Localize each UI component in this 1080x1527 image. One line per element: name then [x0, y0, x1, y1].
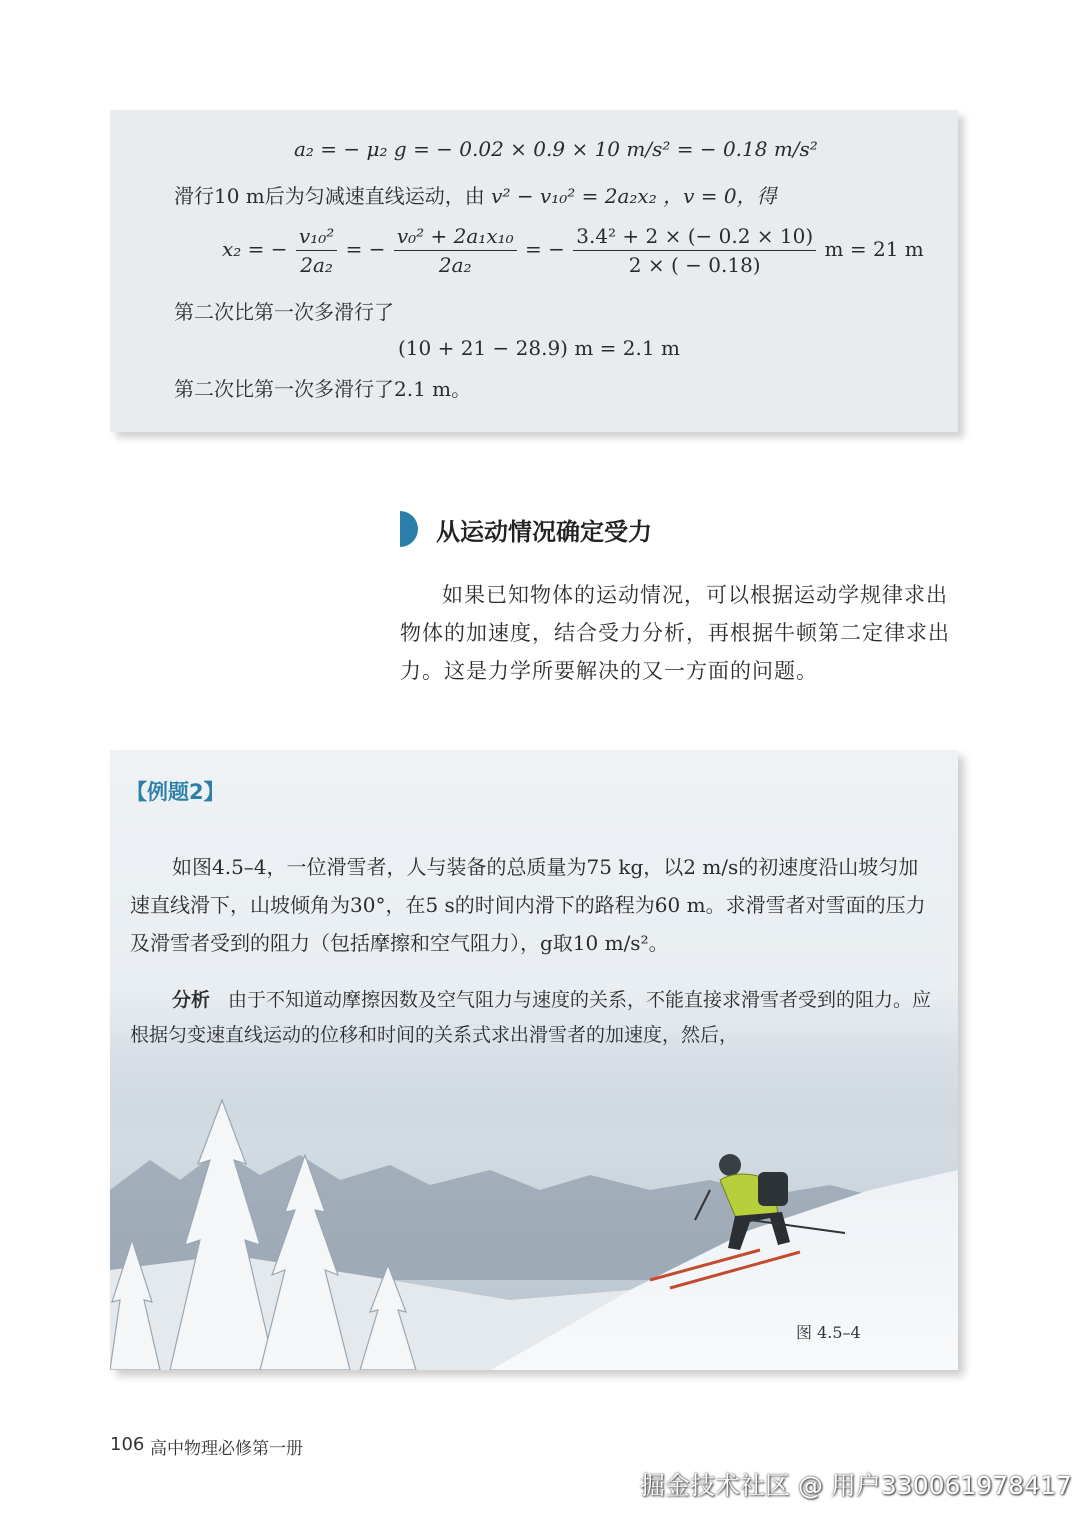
- fraction-3-denominator: 2 × ( − 0.18): [628, 253, 761, 277]
- solution-line-4: 第二次比第一次多滑行了: [174, 300, 394, 324]
- equation-x2: x₂ = − $\frac{\text{v₁₀²}}{\text{2a₂}}$ = − $\frac{\text{v₀² + 2a₁x₁₀}}{\text{2a₂}}$ = − $\frac{\text{3.4² + 2 × (− 0.2 × 10)}}{2 \times ( - 0.18)}$ m = 21 m: [222, 224, 924, 277]
- solution-line-2: [174, 180, 777, 209]
- watermark: 掘金技术社区 @ 用户3300619784​17: [640, 1471, 1072, 1500]
- fraction-2-numerator: v₀² + 2a₁x₁₀: [394, 224, 517, 251]
- equation-a2: a₂ = − μ₂ g = − 0.02 × 0.9 × 10 m/s² = − 0.18 m/s²: [294, 137, 818, 161]
- x2-rhs: m = 21 m: [824, 237, 924, 261]
- fraction-1-numerator: v₁₀²: [296, 224, 337, 251]
- solution-line-6: 第二次比第一次多滑行了2.1 m。: [174, 377, 472, 401]
- solution-line-2-text: 滑行10 m后为匀减速直线运动，由: [174, 184, 485, 208]
- section-title: 从运动情况确定受力: [436, 518, 652, 546]
- fraction-3-numerator: 3.4² + 2 × (− 0.2 × 10): [573, 224, 816, 251]
- section-marker: [400, 511, 418, 547]
- fraction-2-denominator: 2a₂: [438, 253, 472, 277]
- analysis-text: 由于不知道动摩擦因数及空气阻力与速度的关系，不能直接求滑雪者受到的阻力。应根据匀变速直线运动的位移和时间的关系式求出滑雪者的加速度，然后，: [130, 989, 932, 1046]
- book-title: 高中物理必修第一册: [150, 1439, 303, 1459]
- example-label: 【例题2】: [126, 780, 225, 804]
- figure-caption: 图 4.5–4: [796, 1323, 861, 1342]
- analysis-paragraph: [130, 983, 940, 1053]
- page-number: 106: [110, 1434, 145, 1455]
- analysis-heading: 分析: [172, 989, 211, 1011]
- intro-paragraph: 如果已知物体的运动情况，可以根据运动学规律求出物体的加速度，结合受力分析，再根据牛顿第二定律求出力。这是力学所要解决的又一方面的问题。: [400, 583, 950, 683]
- x2-lhs: x₂ = −: [222, 237, 288, 261]
- solution-line-5: (10 + 21 − 28.9) m = 2.1 m: [398, 336, 680, 360]
- fraction-1: [296, 224, 337, 277]
- fraction-3: [573, 224, 816, 277]
- fraction-1-denominator: 2a₂: [300, 253, 333, 277]
- example-problem: 如图4.5–4，一位滑雪者，人与装备的总质量为75 kg，以2 m/s的初速度沿山坡匀加速直线滑下，山坡倾角为30°，在5 s的时间内滑下的路程为60 m。求滑雪者对雪面的压力及滑雪者受到的阻力（包括摩擦和空气阻力），g取10 m/s²。: [130, 855, 926, 955]
- solution-line-2-eq: v² − v₁₀² = 2a₂x₂ ，v = 0，得: [491, 184, 777, 208]
- fraction-2: [394, 224, 517, 277]
